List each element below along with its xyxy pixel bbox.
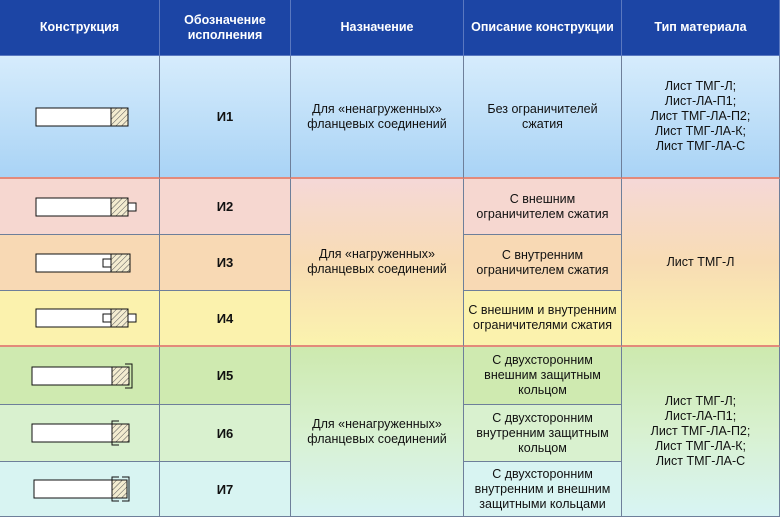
description-i7: С двухсторонним внутренним и внешним защитными кольцами	[464, 462, 622, 517]
construction-drawing-i7	[0, 462, 160, 517]
description-i4: С внешним и внутренним ограничителями сжатия	[464, 291, 622, 347]
code-i7: И7	[160, 462, 291, 517]
gasket-drawing-i2	[20, 187, 140, 227]
gasket-drawing-i4	[20, 298, 140, 338]
header-purpose: Назначение	[291, 0, 464, 56]
gasket-drawing-i3	[20, 243, 140, 283]
code-i2: И2	[160, 179, 291, 235]
header-designation: Обозначение исполнения	[160, 0, 291, 56]
gasket-drawing-i1	[20, 97, 140, 137]
material-group-1	[622, 56, 780, 179]
material-line: Лист ТМГ-ЛА-П2;	[650, 109, 751, 123]
description-i2: С внешним ограничителем сжатия	[464, 179, 622, 235]
material-group-2: Лист ТМГ-Л	[622, 179, 780, 347]
purpose-unloaded-2: Для «ненагруженных» фланцевых соединений	[291, 347, 464, 517]
header-construction: Конструкция	[0, 0, 160, 56]
construction-drawing-i6	[0, 405, 160, 462]
purpose-unloaded-1: Для «ненагруженных» фланцевых соединений	[291, 56, 464, 179]
construction-drawing-i2	[0, 179, 160, 235]
header-description: Описание конструкции	[464, 0, 622, 56]
code-i4: И4	[160, 291, 291, 347]
material-line: Лист-ЛА-П1;	[664, 409, 737, 423]
material-line: Лист ТМГ-Л;	[664, 394, 737, 408]
code-i1: И1	[160, 56, 291, 179]
material-line: Лист ТМГ-Л;	[664, 79, 737, 93]
material-line: Лист-ЛА-П1;	[664, 94, 737, 108]
construction-drawing-i5	[0, 347, 160, 405]
construction-drawing-i4	[0, 291, 160, 347]
material-line: Лист ТМГ-ЛА-П2;	[650, 424, 751, 438]
material-line: Лист ТМГ-ЛА-С	[655, 454, 746, 468]
header-material: Тип материала	[622, 0, 780, 56]
material-line: Лист ТМГ-ЛА-К;	[654, 124, 747, 138]
description-i1: Без ограничителей сжатия	[464, 56, 622, 179]
gasket-drawing-i5	[20, 356, 140, 396]
code-i6: И6	[160, 405, 291, 462]
description-i6: С двухсторонним внутренним защитным кольцом	[464, 405, 622, 462]
code-i3: И3	[160, 235, 291, 291]
code-i5: И5	[160, 347, 291, 405]
material-line: Лист ТМГ-ЛА-С	[655, 139, 746, 153]
material-line: Лист ТМГ-ЛА-К;	[654, 439, 747, 453]
construction-drawing-i1	[0, 56, 160, 179]
description-i3: С внутренним ограничителем сжатия	[464, 235, 622, 291]
gasket-drawing-i7	[20, 469, 140, 509]
material-group-3	[622, 347, 780, 517]
purpose-loaded: Для «нагруженных» фланцевых соединений	[291, 179, 464, 347]
description-i5: С двухсторонним внешним защитным кольцом	[464, 347, 622, 405]
construction-drawing-i3	[0, 235, 160, 291]
gasket-drawing-i6	[20, 413, 140, 453]
